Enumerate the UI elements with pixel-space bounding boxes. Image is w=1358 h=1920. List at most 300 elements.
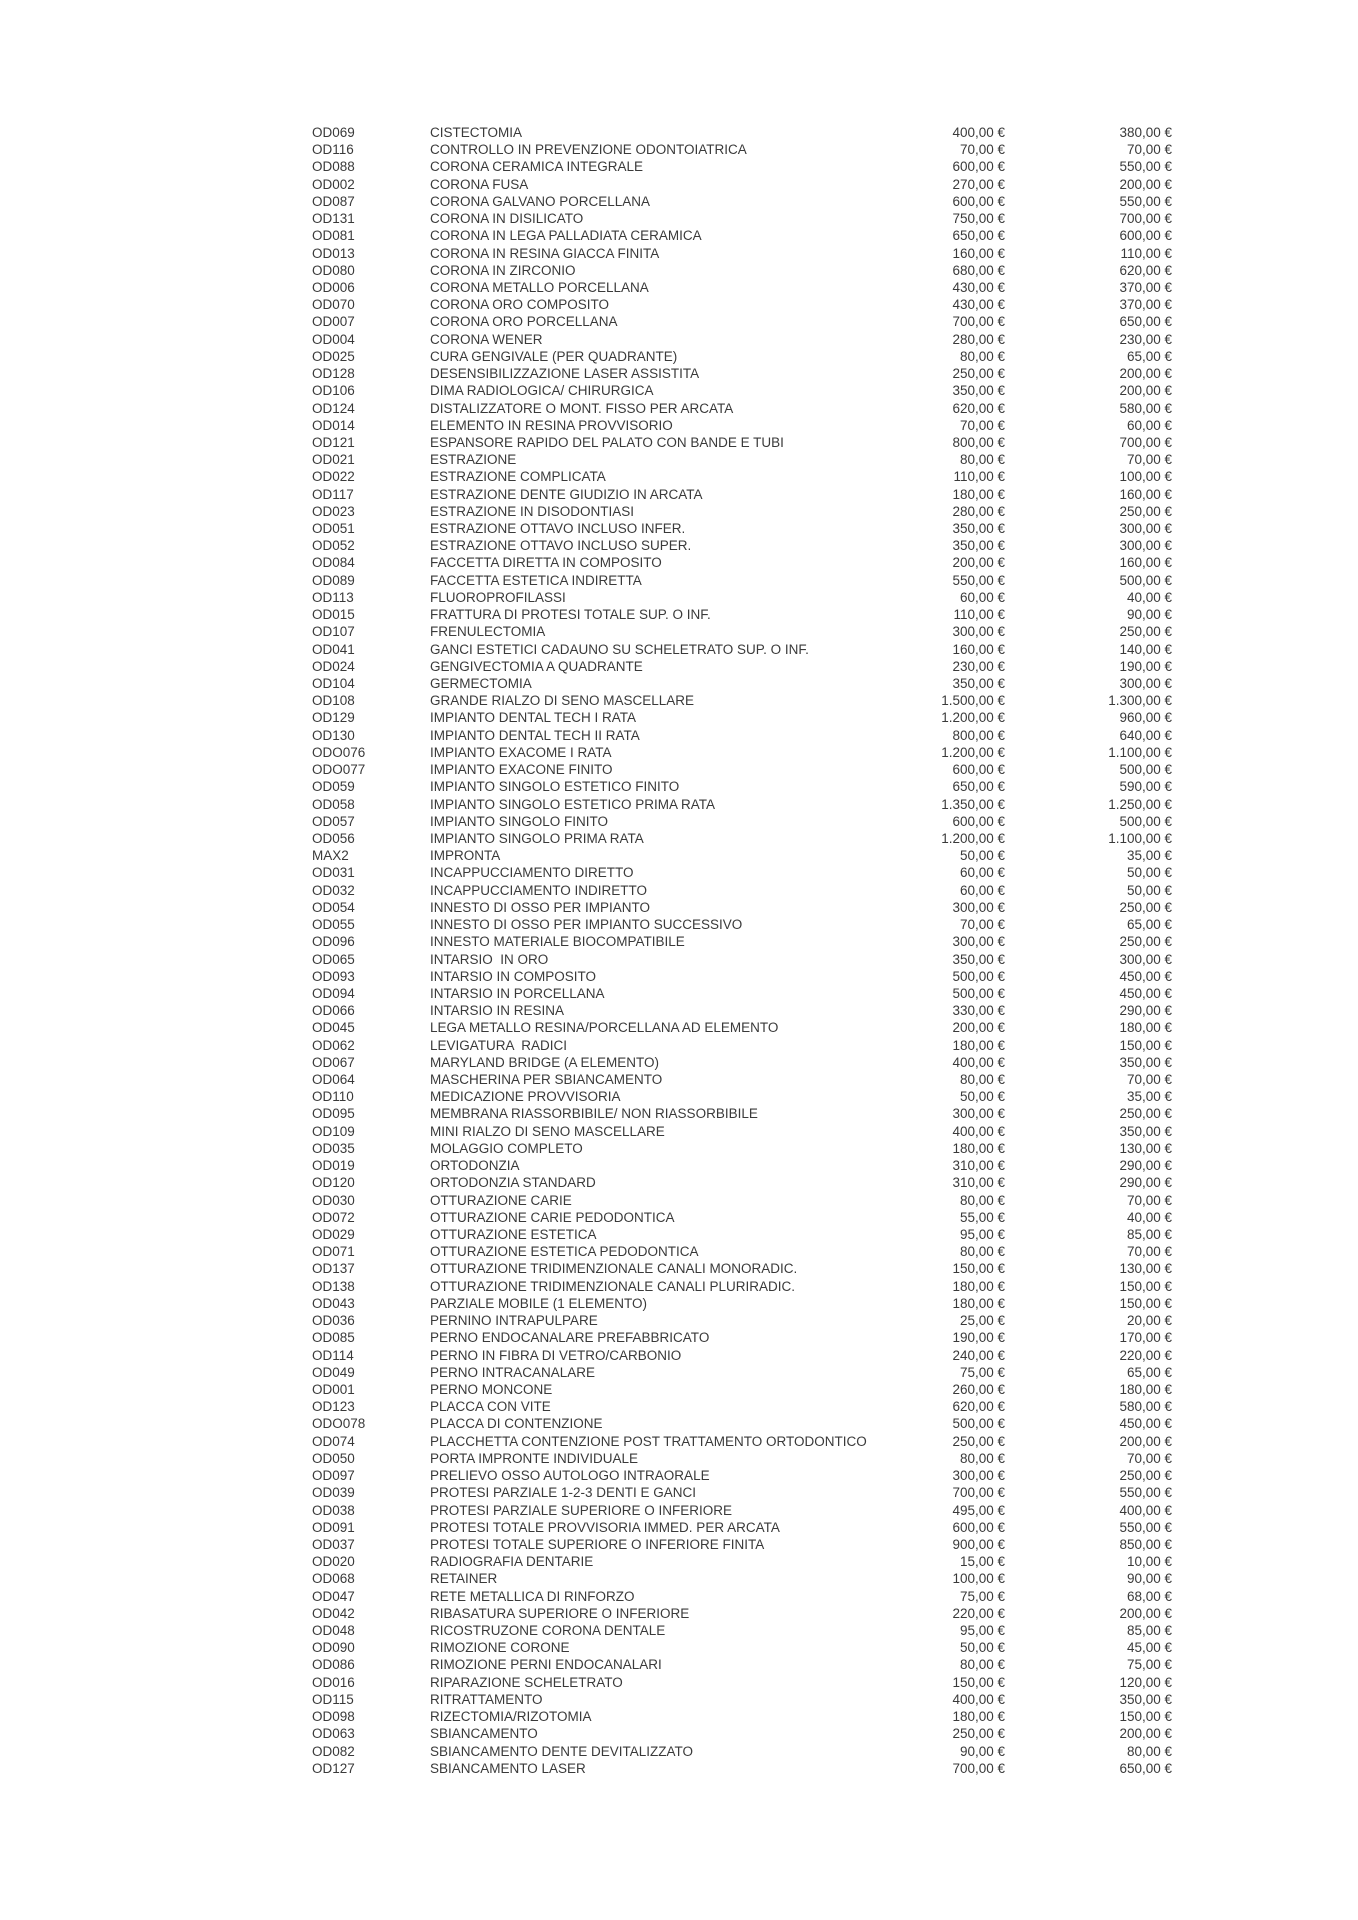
price-column-2: 580,00 €: [1119, 400, 1172, 416]
table-row: [0, 692, 1358, 709]
service-description: PLACCHETTA CONTENZIONE POST TRATTAMENTO ORTODONTICO: [430, 1433, 867, 1449]
table-row: [0, 486, 1358, 503]
price-column-2: 35,00 €: [1126, 848, 1172, 864]
table-row: [0, 158, 1358, 175]
price-column-2: 150,00 €: [1119, 1295, 1172, 1311]
price-column-1: 620,00 €: [952, 400, 1005, 416]
price-column-2: 370,00 €: [1119, 297, 1172, 313]
price-column-1: 150,00 €: [952, 1261, 1005, 1277]
price-column-2: 200,00 €: [1119, 176, 1172, 192]
service-code: OD055: [312, 917, 355, 933]
service-description: OTTURAZIONE CARIE PEDODONTICA: [430, 1209, 675, 1225]
service-description: CORONA GALVANO PORCELLANA: [430, 193, 651, 209]
table-row: [0, 451, 1358, 468]
price-column-2: 550,00 €: [1119, 159, 1172, 175]
price-column-2: 350,00 €: [1119, 1691, 1172, 1707]
price-column-1: 400,00 €: [952, 1054, 1005, 1070]
service-description: GENGIVECTOMIA A QUADRANTE: [430, 658, 643, 674]
price-column-1: 1.200,00 €: [941, 710, 1005, 726]
price-column-1: 350,00 €: [952, 951, 1005, 967]
price-column-2: 170,00 €: [1119, 1330, 1172, 1346]
service-code: OD002: [312, 176, 355, 192]
price-column-2: 65,00 €: [1126, 1364, 1172, 1380]
table-row: [0, 554, 1358, 571]
price-column-2: 35,00 €: [1126, 1089, 1172, 1105]
price-column-1: 600,00 €: [952, 193, 1005, 209]
service-code: OD089: [312, 572, 355, 588]
price-column-2: 250,00 €: [1119, 899, 1172, 915]
service-description: FRATTURA DI PROTESI TOTALE SUP. O INF.: [430, 607, 711, 623]
price-column-1: 180,00 €: [952, 1709, 1005, 1725]
service-code: OD121: [312, 434, 355, 450]
service-code: OD057: [312, 813, 355, 829]
service-code: OD007: [312, 314, 355, 330]
price-list: [0, 124, 1358, 1777]
price-column-2: 180,00 €: [1119, 1381, 1172, 1397]
table-row: [0, 675, 1358, 692]
table-row: [0, 176, 1358, 193]
table-row: [0, 727, 1358, 744]
service-description: PERNO MONCONE: [430, 1381, 553, 1397]
price-column-2: 65,00 €: [1126, 348, 1172, 364]
table-row: [0, 1450, 1358, 1467]
service-code: OD115: [312, 1691, 354, 1707]
price-column-1: 70,00 €: [959, 417, 1005, 433]
service-description: CORONA IN RESINA GIACCA FINITA: [430, 245, 660, 261]
table-row: [0, 1433, 1358, 1450]
table-row: [0, 796, 1358, 813]
service-code: ODO078: [312, 1416, 366, 1432]
service-code: OD098: [312, 1709, 355, 1725]
price-column-1: 75,00 €: [959, 1588, 1005, 1604]
table-row: [0, 1622, 1358, 1639]
table-row: [0, 227, 1358, 244]
service-description: MEDICAZIONE PROVVISORIA: [430, 1089, 621, 1105]
price-column-2: 90,00 €: [1126, 607, 1172, 623]
price-column-2: 150,00 €: [1119, 1037, 1172, 1053]
service-code: OD050: [312, 1450, 355, 1466]
service-description: INTARSIO IN RESINA: [430, 1003, 565, 1019]
table-row: [0, 744, 1358, 761]
service-code: OD030: [312, 1192, 355, 1208]
price-column-1: 80,00 €: [959, 452, 1005, 468]
service-description: CORONA CERAMICA INTEGRALE: [430, 159, 644, 175]
price-column-1: 900,00 €: [952, 1536, 1005, 1552]
service-description: IMPIANTO SINGOLO PRIMA RATA: [430, 830, 644, 846]
service-code: OD065: [312, 951, 355, 967]
table-row: [0, 520, 1358, 537]
table-row: [0, 606, 1358, 623]
price-column-1: 400,00 €: [952, 1123, 1005, 1139]
service-description: INNESTO DI OSSO PER IMPIANTO: [430, 899, 651, 915]
service-code: OD116: [312, 142, 354, 158]
table-row: [0, 1105, 1358, 1122]
price-column-1: 70,00 €: [959, 142, 1005, 158]
price-column-2: 200,00 €: [1119, 383, 1172, 399]
service-code: OD108: [312, 693, 355, 709]
service-code: OD063: [312, 1726, 355, 1742]
price-column-2: 250,00 €: [1119, 624, 1172, 640]
service-code: OD080: [312, 262, 355, 278]
service-description: ESTRAZIONE DENTE GIUDIZIO IN ARCATA: [430, 486, 703, 502]
price-column-2: 250,00 €: [1119, 934, 1172, 950]
service-description: CORONA WENER: [430, 331, 543, 347]
table-row: [0, 847, 1358, 864]
table-row: [0, 985, 1358, 1002]
service-code: OD039: [312, 1485, 355, 1501]
table-row: [0, 1415, 1358, 1432]
price-column-1: 180,00 €: [952, 1278, 1005, 1294]
table-row: [0, 1226, 1358, 1243]
service-code: OD038: [312, 1502, 355, 1518]
service-description: DESENSIBILIZZAZIONE LASER ASSISTITA: [430, 366, 700, 382]
price-column-2: 90,00 €: [1126, 1571, 1172, 1587]
service-description: INCAPPUCCIAMENTO DIRETTO: [430, 865, 634, 881]
price-column-1: 310,00 €: [952, 1158, 1005, 1174]
price-column-2: 960,00 €: [1119, 710, 1172, 726]
table-row: [0, 141, 1358, 158]
service-description: INNESTO DI OSSO PER IMPIANTO SUCCESSIVO: [430, 917, 743, 933]
price-column-2: 130,00 €: [1119, 1261, 1172, 1277]
price-column-2: 200,00 €: [1119, 1726, 1172, 1742]
table-row: [0, 1243, 1358, 1260]
service-code: OD091: [312, 1519, 355, 1535]
price-column-1: 90,00 €: [959, 1743, 1005, 1759]
service-description: IMPIANTO EXACOME I RATA: [430, 744, 612, 760]
price-column-1: 300,00 €: [952, 624, 1005, 640]
table-row: [0, 864, 1358, 881]
price-column-1: 80,00 €: [959, 1657, 1005, 1673]
table-row: [0, 933, 1358, 950]
service-description: PLACCA DI CONTENZIONE: [430, 1416, 603, 1432]
price-column-1: 700,00 €: [952, 1760, 1005, 1776]
service-description: IMPIANTO DENTAL TECH I RATA: [430, 710, 637, 726]
price-column-1: 350,00 €: [952, 676, 1005, 691]
price-column-1: 80,00 €: [959, 1072, 1005, 1088]
table-row: [0, 1605, 1358, 1622]
table-row: [0, 1708, 1358, 1725]
price-column-1: 330,00 €: [952, 1003, 1005, 1019]
table-row: [0, 1691, 1358, 1708]
table-row: [0, 830, 1358, 847]
service-description: IMPIANTO DENTAL TECH II RATA: [430, 727, 640, 743]
service-code: OD042: [312, 1605, 355, 1621]
service-description: RETE METALLICA DI RINFORZO: [430, 1588, 635, 1604]
service-description: IMPIANTO SINGOLO ESTETICO FINITO: [430, 779, 680, 795]
price-column-2: 1.100,00 €: [1108, 830, 1172, 846]
table-row: [0, 1484, 1358, 1501]
table-row: [0, 400, 1358, 417]
service-code: OD072: [312, 1209, 355, 1225]
service-description: IMPIANTO EXACONE FINITO: [430, 762, 613, 778]
table-row: [0, 1295, 1358, 1312]
service-description: INTARSIO IN COMPOSITO: [430, 968, 597, 984]
service-code: OD004: [312, 331, 355, 347]
price-column-1: 60,00 €: [959, 865, 1005, 881]
service-description: INNESTO MATERIALE BIOCOMPATIBILE: [430, 934, 685, 950]
price-column-1: 300,00 €: [952, 1106, 1005, 1122]
service-code: OD095: [312, 1106, 355, 1122]
price-column-1: 160,00 €: [952, 641, 1005, 657]
service-code: OD016: [312, 1674, 355, 1690]
service-description: SBIANCAMENTO: [430, 1726, 538, 1742]
service-code: OD047: [312, 1588, 355, 1604]
price-column-2: 60,00 €: [1126, 417, 1172, 433]
price-column-1: 500,00 €: [952, 968, 1005, 984]
service-code: OD049: [312, 1364, 355, 1380]
price-column-1: 160,00 €: [952, 245, 1005, 261]
price-column-2: 300,00 €: [1119, 951, 1172, 967]
price-column-1: 80,00 €: [959, 1450, 1005, 1466]
table-row: [0, 1192, 1358, 1209]
price-column-2: 120,00 €: [1119, 1674, 1172, 1690]
service-description: GRANDE RIALZO DI SENO MASCELLARE: [430, 693, 695, 709]
price-column-1: 60,00 €: [959, 882, 1005, 898]
service-description: MOLAGGIO COMPLETO: [430, 1140, 583, 1156]
service-code: OD048: [312, 1623, 355, 1639]
price-column-1: 1.500,00 €: [941, 693, 1005, 709]
price-column-2: 700,00 €: [1119, 434, 1172, 450]
price-column-1: 200,00 €: [952, 1020, 1005, 1036]
service-description: PROTESI TOTALE PROVVISORIA IMMED. PER ARCATA: [430, 1519, 780, 1535]
price-column-2: 650,00 €: [1119, 1760, 1172, 1776]
service-description: GANCI ESTETICI CADAUNO SU SCHELETRATO SUP. O INF.: [430, 641, 809, 657]
service-description: CISTECTOMIA: [430, 125, 523, 140]
service-description: PORTA IMPRONTE INDIVIDUALE: [430, 1450, 639, 1466]
service-code: OD037: [312, 1536, 355, 1552]
service-description: ESTRAZIONE COMPLICATA: [430, 469, 606, 485]
table-row: [0, 778, 1358, 795]
price-column-2: 650,00 €: [1119, 314, 1172, 330]
table-row: [0, 1674, 1358, 1691]
price-column-2: 200,00 €: [1119, 1433, 1172, 1449]
service-code: MAX2: [312, 848, 349, 864]
price-column-1: 70,00 €: [959, 917, 1005, 933]
table-row: [0, 1743, 1358, 1760]
price-column-1: 650,00 €: [952, 779, 1005, 795]
price-column-1: 430,00 €: [952, 297, 1005, 313]
table-row: [0, 1760, 1358, 1777]
service-code: OD087: [312, 193, 355, 209]
service-description: OTTURAZIONE ESTETICA: [430, 1227, 597, 1242]
service-description: SBIANCAMENTO LASER: [430, 1760, 586, 1776]
price-column-2: 300,00 €: [1119, 521, 1172, 537]
service-code: OD024: [312, 658, 355, 674]
price-column-2: 85,00 €: [1126, 1623, 1172, 1639]
price-column-2: 500,00 €: [1119, 813, 1172, 829]
service-code: OD064: [312, 1072, 355, 1088]
service-code: OD090: [312, 1640, 355, 1656]
service-code: OD104: [312, 676, 355, 691]
price-column-2: 70,00 €: [1126, 142, 1172, 158]
service-code: OD114: [312, 1347, 354, 1363]
service-code: OD067: [312, 1054, 355, 1070]
price-column-2: 550,00 €: [1119, 1485, 1172, 1501]
service-code: OD021: [312, 452, 355, 468]
service-code: OD130: [312, 727, 355, 743]
price-column-2: 65,00 €: [1126, 917, 1172, 933]
table-row: [0, 882, 1358, 899]
service-description: CORONA IN LEGA PALLADIATA CERAMICA: [430, 228, 702, 244]
service-code: OD137: [312, 1261, 355, 1277]
table-row: [0, 1002, 1358, 1019]
service-description: RADIOGRAFIA DENTARIE: [430, 1554, 594, 1570]
price-column-1: 50,00 €: [959, 1089, 1005, 1105]
service-description: CORONA ORO PORCELLANA: [430, 314, 618, 330]
price-column-2: 590,00 €: [1119, 779, 1172, 795]
service-description: DISTALIZZATORE O MONT. FISSO PER ARCATA: [430, 400, 734, 416]
service-description: MASCHERINA PER SBIANCAMENTO: [430, 1072, 663, 1088]
service-code: OD117: [312, 486, 354, 502]
price-column-2: 250,00 €: [1119, 503, 1172, 519]
service-code: OD113: [312, 589, 354, 605]
service-description: ELEMENTO IN RESINA PROVVISORIO: [430, 417, 673, 433]
service-code: OD043: [312, 1295, 355, 1311]
service-code: OD035: [312, 1140, 355, 1156]
service-code: OD082: [312, 1743, 355, 1759]
service-code: OD131: [312, 211, 355, 227]
service-description: MARYLAND BRIDGE (A ELEMENTO): [430, 1054, 660, 1070]
service-code: OD097: [312, 1468, 355, 1484]
price-column-1: 500,00 €: [952, 1416, 1005, 1432]
service-description: CONTROLLO IN PREVENZIONE ODONTOIATRICA: [430, 142, 747, 158]
table-row: [0, 417, 1358, 434]
price-column-2: 550,00 €: [1119, 193, 1172, 209]
service-code: OD086: [312, 1657, 355, 1673]
price-column-1: 15,00 €: [959, 1554, 1005, 1570]
service-code: OD084: [312, 555, 355, 571]
table-row: [0, 245, 1358, 262]
table-row: [0, 1553, 1358, 1570]
price-column-2: 580,00 €: [1119, 1399, 1172, 1415]
table-row: [0, 1054, 1358, 1071]
price-column-2: 80,00 €: [1126, 1743, 1172, 1759]
service-code: OD001: [312, 1381, 355, 1397]
service-description: OTTURAZIONE TRIDIMENZIONALE CANALI MONORADIC.: [430, 1261, 798, 1277]
price-column-1: 600,00 €: [952, 1519, 1005, 1535]
price-column-2: 10,00 €: [1126, 1554, 1172, 1570]
service-code: OD059: [312, 779, 355, 795]
table-row: [0, 1519, 1358, 1536]
service-description: RIMOZIONE PERNI ENDOCANALARI: [430, 1657, 662, 1673]
price-column-2: 40,00 €: [1126, 1209, 1172, 1225]
service-code: OD120: [312, 1175, 355, 1191]
service-description: RIZECTOMIA/RIZOTOMIA: [430, 1709, 592, 1725]
price-column-2: 190,00 €: [1119, 658, 1172, 674]
price-column-1: 180,00 €: [952, 1295, 1005, 1311]
price-column-1: 55,00 €: [959, 1209, 1005, 1225]
table-row: [0, 709, 1358, 726]
price-column-2: 68,00 €: [1126, 1588, 1172, 1604]
service-code: OD070: [312, 297, 355, 313]
table-row: [0, 365, 1358, 382]
price-column-2: 70,00 €: [1126, 1192, 1172, 1208]
table-row: [0, 1123, 1358, 1140]
price-column-2: 620,00 €: [1119, 262, 1172, 278]
price-column-2: 500,00 €: [1119, 762, 1172, 778]
price-column-1: 180,00 €: [952, 486, 1005, 502]
table-row: [0, 916, 1358, 933]
price-column-1: 280,00 €: [952, 503, 1005, 519]
service-description: IMPRONTA: [430, 848, 501, 864]
price-column-1: 620,00 €: [952, 1399, 1005, 1415]
price-column-1: 240,00 €: [952, 1347, 1005, 1363]
price-column-1: 550,00 €: [952, 572, 1005, 588]
price-column-2: 140,00 €: [1119, 641, 1172, 657]
table-row: [0, 1260, 1358, 1277]
table-row: [0, 1381, 1358, 1398]
price-column-2: 500,00 €: [1119, 572, 1172, 588]
service-description: CORONA METALLO PORCELLANA: [430, 279, 649, 295]
service-description: MINI RIALZO DI SENO MASCELLARE: [430, 1123, 665, 1139]
service-description: GERMECTOMIA: [430, 676, 532, 691]
table-row: [0, 296, 1358, 313]
price-column-2: 450,00 €: [1119, 968, 1172, 984]
service-description: PERNO IN FIBRA DI VETRO/CARBONIO: [430, 1347, 682, 1363]
price-column-2: 250,00 €: [1119, 1106, 1172, 1122]
service-description: OTTURAZIONE TRIDIMENZIONALE CANALI PLURIRADIC.: [430, 1278, 796, 1294]
price-column-2: 180,00 €: [1119, 1020, 1172, 1036]
service-code: OD006: [312, 279, 355, 295]
service-description: CORONA IN ZIRCONIO: [430, 262, 576, 278]
price-column-1: 650,00 €: [952, 228, 1005, 244]
price-column-2: 300,00 €: [1119, 538, 1172, 554]
table-row: [0, 899, 1358, 916]
service-description: RIMOZIONE CORONE: [430, 1640, 570, 1656]
service-description: OTTURAZIONE CARIE: [430, 1192, 572, 1208]
price-column-2: 1.300,00 €: [1108, 693, 1172, 709]
service-code: OD123: [312, 1399, 355, 1415]
service-description: MEMBRANA RIASSORBIBILE/ NON RIASSORBIBILE: [430, 1106, 758, 1122]
price-column-2: 400,00 €: [1119, 1502, 1172, 1518]
service-code: OD074: [312, 1433, 355, 1449]
price-column-1: 400,00 €: [952, 1691, 1005, 1707]
price-column-1: 800,00 €: [952, 434, 1005, 450]
service-description: FACCETTA DIRETTA IN COMPOSITO: [430, 555, 662, 571]
price-column-2: 1.250,00 €: [1108, 796, 1172, 812]
service-code: OD054: [312, 899, 355, 915]
price-column-1: 50,00 €: [959, 1640, 1005, 1656]
service-code: OD096: [312, 934, 355, 950]
service-description: IMPIANTO SINGOLO FINITO: [430, 813, 609, 829]
price-column-2: 20,00 €: [1126, 1313, 1172, 1329]
service-code: ODO077: [312, 762, 366, 778]
price-column-2: 290,00 €: [1119, 1003, 1172, 1019]
price-column-2: 130,00 €: [1119, 1140, 1172, 1156]
table-row: [0, 1725, 1358, 1742]
price-column-1: 800,00 €: [952, 727, 1005, 743]
price-column-2: 700,00 €: [1119, 211, 1172, 227]
service-code: OD093: [312, 968, 355, 984]
price-column-1: 270,00 €: [952, 176, 1005, 192]
table-row: [0, 951, 1358, 968]
price-column-2: 200,00 €: [1119, 1605, 1172, 1621]
table-row: [0, 1502, 1358, 1519]
service-description: PRELIEVO OSSO AUTOLOGO INTRAORALE: [430, 1468, 710, 1484]
service-code: OD069: [312, 125, 355, 140]
price-column-2: 230,00 €: [1119, 331, 1172, 347]
price-column-2: 370,00 €: [1119, 279, 1172, 295]
price-column-1: 230,00 €: [952, 658, 1005, 674]
table-row: [0, 1364, 1358, 1381]
price-column-2: 160,00 €: [1119, 555, 1172, 571]
service-code: OD020: [312, 1554, 355, 1570]
service-description: SBIANCAMENTO DENTE DEVITALIZZATO: [430, 1743, 694, 1759]
table-row: [0, 193, 1358, 210]
price-column-1: 310,00 €: [952, 1175, 1005, 1191]
price-column-2: 600,00 €: [1119, 228, 1172, 244]
price-column-1: 95,00 €: [959, 1227, 1005, 1242]
